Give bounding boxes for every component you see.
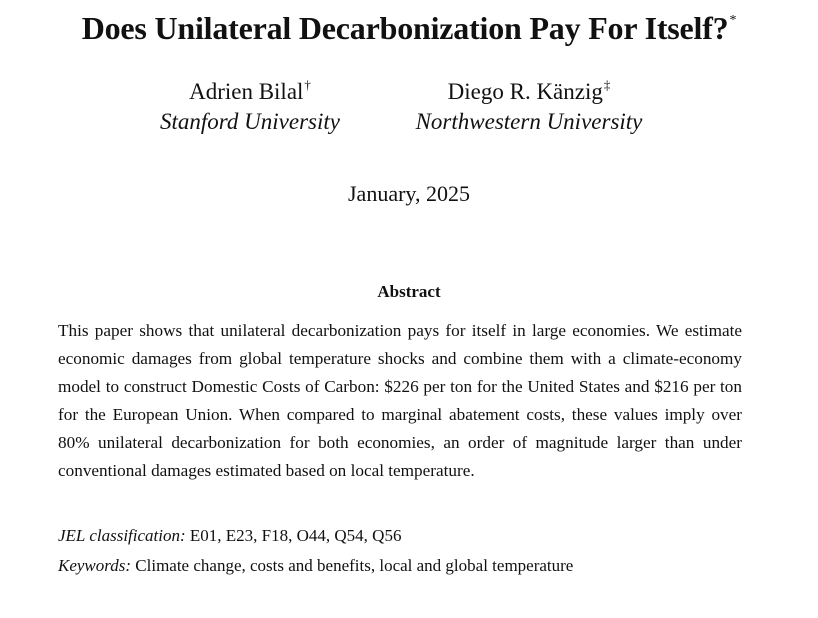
paper-title-text: Does Unilateral Decarbonization Pay For Itself?	[81, 10, 729, 46]
keywords-label: Keywords:	[58, 556, 132, 575]
abstract-heading: Abstract	[377, 282, 441, 301]
jel-value: E01, E23, F18, O44, Q54, Q56	[189, 526, 402, 545]
keywords	[58, 554, 758, 578]
author-affiliation-2: Northwestern University	[415, 109, 643, 134]
jel-label: JEL classification:	[58, 526, 186, 545]
author-block-2	[404, 77, 654, 137]
author-2-footnote-mark: ‡	[603, 77, 611, 92]
author-name-1	[130, 77, 370, 107]
paper-title	[0, 8, 818, 48]
author-1-footnote-mark: †	[304, 77, 311, 92]
author-name-1-text: Adrien Bilal	[189, 79, 304, 104]
keywords-value: Climate change, costs and benefits, local and global temperature	[135, 556, 574, 575]
author-affiliation-1: Stanford University	[160, 109, 340, 134]
abstract-body: This paper shows that unilateral decarbonization pays for itself in large economies. We estimate economic damages from global temperature shocks and combine them with a climate-economy model to construct Domestic Costs of Carbon: $226 per ton for the United States and $216 per ton for the European Union. When compared to marginal abatement costs, these values imply over 80% unilateral decarbonization for both economies, an order of magnitude larger than under conventional damages estimated based on local temperature.	[58, 321, 742, 480]
author-block-1	[130, 77, 370, 137]
author-name-2	[404, 77, 654, 107]
publication-date: January, 2025	[348, 181, 470, 206]
jel-classification	[58, 524, 758, 548]
title-footnote-mark: *	[729, 13, 737, 28]
author-name-2-text: Diego R. Känzig	[447, 79, 603, 104]
